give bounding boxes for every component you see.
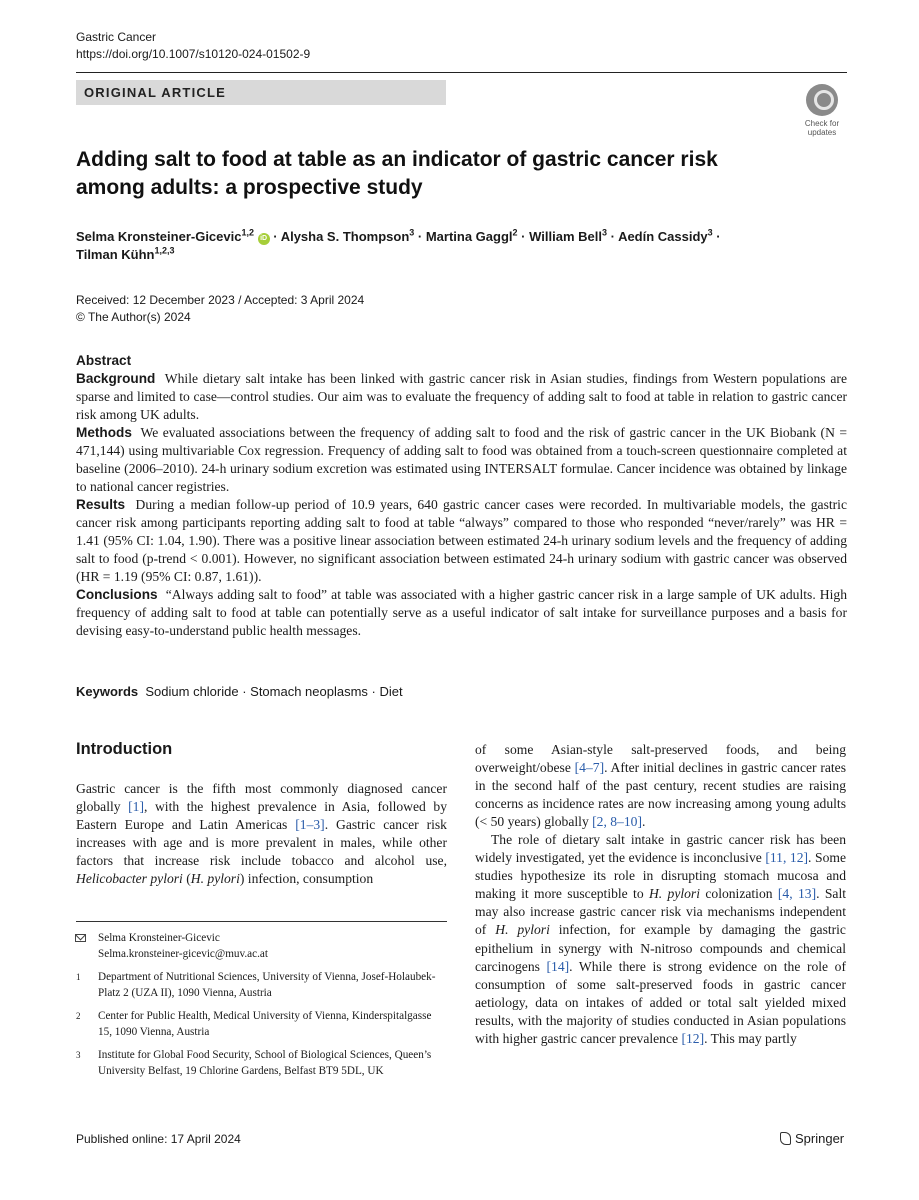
article-title: Adding salt to food at table as an indicator of gastric cancer risk among adults: a prospective study bbox=[76, 148, 718, 199]
correspondence bbox=[76, 931, 447, 962]
author-name[interactable]: Selma Kronsteiner-Gicevic bbox=[76, 229, 242, 244]
background-label: Background bbox=[76, 371, 156, 386]
check-updates-label-2: updates bbox=[807, 128, 837, 137]
author-affiliation: 1,2 bbox=[241, 227, 254, 238]
right-column bbox=[475, 741, 846, 1048]
citation-link[interactable]: [2, 8–10] bbox=[592, 814, 642, 830]
conclusions-text: “Always adding salt to food” at table was associated with a higher gastric cancer risk in a large sample of UK adults. High frequency of adding salt to food at table can potentially serve as a useful indicator of salt intake for surveillance purposes and a basis for devising easy-to-understand public health messages. bbox=[76, 587, 847, 638]
citation-link[interactable]: [14] bbox=[546, 958, 570, 974]
keywords-text: Sodium chloride · Stomach neoplasms · Diet bbox=[145, 684, 403, 699]
introduction-heading: Introduction bbox=[76, 740, 173, 758]
author-affiliation: 1,2,3 bbox=[154, 245, 175, 256]
check-for-updates-button[interactable] bbox=[797, 84, 847, 137]
author-affiliation: 3 bbox=[601, 227, 607, 238]
author-name[interactable]: Martina Gaggl bbox=[425, 229, 513, 244]
contact-name: Selma Kronsteiner-Gicevic bbox=[98, 932, 220, 944]
copyright: © The Author(s) 2024 bbox=[76, 310, 191, 324]
article-dates bbox=[76, 292, 364, 326]
received-accepted: Received: 12 December 2023 / Accepted: 3 April 2024 bbox=[76, 293, 365, 307]
citation-link[interactable]: [1–3] bbox=[295, 817, 325, 833]
affiliation-2 bbox=[76, 1009, 447, 1040]
abstract-heading: Abstract bbox=[76, 353, 132, 368]
article-type-banner: ORIGINAL ARTICLE bbox=[76, 80, 446, 105]
abstract-results bbox=[76, 496, 847, 586]
keywords bbox=[76, 683, 403, 701]
header-divider bbox=[76, 72, 847, 73]
author-name[interactable]: Aedín Cassidy bbox=[618, 229, 708, 244]
conclusions-label: Conclusions bbox=[76, 587, 158, 602]
background-text: While dietary salt intake has been linked with gastric cancer risk in Asian studies, findings from Western populations are sparse and limited to case—control studies. Our aim was to evaluate the frequency of adding salt to food at table in relation to gastric cancer risk among UK adults. bbox=[76, 371, 847, 422]
abstract-methods bbox=[76, 424, 847, 496]
affiliation-number: 2 bbox=[76, 1011, 81, 1021]
intro-paragraph: Gastric cancer is the fifth most commonly diagnosed cancer globally [1], with the highest prevalence in Asia, followed by Eastern Europe and Latin Americas [1–3]. Gastric cancer risk increases with age and is more prevalent in males, while other factors that increase risk include tobacco and alcohol use, Helicobacter pylori (H. pylori) infection, consumption bbox=[76, 781, 448, 887]
keywords-label: Keywords bbox=[76, 684, 139, 699]
abstract bbox=[76, 352, 847, 640]
author-list: Selma Kronsteiner-Gicevic$^{1,2}$ iD · Alysha S. Thompson$^3$ · Martina Gaggl$^2$ · William Bell$^3$ · Aedín Cassidy$^3$ · Tilman Kühn$^{1,2,3}$ bbox=[76, 227, 721, 262]
doi-link[interactable]: https://doi.org/10.1007/s10120-024-01502-9 bbox=[76, 47, 311, 61]
results-text: During a median follow-up period of 10.9 years, 640 gastric cancer cases were recorded. In multivariable models, the gastric cancer risk among participants reporting adding salt to food at table “always” compared to those who responded “never/rarely” was HR = 1.41 (95% CI: 1.04, 1.90). There was a positive linear association between estimated 24-h urinary sodium levels and the frequency of adding salt to food (p-trend < 0.001). However, no significant association between estimated 24-h urinary sodium with gastric cancer was observed (HR = 1.19 (95% CI: 0.87, 1.61)). bbox=[76, 497, 847, 584]
affiliation-1 bbox=[76, 970, 447, 1001]
intro-paragraph: of some Asian-style salt-preserved foods, and being overweight/obese [4–7]. After initial declines in gastric cancer rates in the second half of the past century, recent studies are raising concerns as incidence rates are now increasing among young adults (< 50 years) globally [2, 8–10]. bbox=[475, 742, 846, 830]
citation-link[interactable]: [12] bbox=[681, 1030, 705, 1046]
affiliation-text: Department of Nutritional Sciences, University of Vienna, Josef-Holaubek-Platz 2 (UZA II), 1090 Vienna, Austria bbox=[98, 971, 436, 999]
footnote-divider bbox=[76, 921, 447, 922]
citation-link[interactable]: [4, 13] bbox=[777, 886, 817, 902]
orcid-icon[interactable]: iD bbox=[258, 233, 270, 245]
intro-paragraph: The role of dietary salt intake in gastric cancer risk has been widely investigated, yet the evidence is inconclusive [11, 12]. Some studies hypothesize its role in disrupting stomach mucosa and making it more susceptible to H. pylori colonization [4, 13]. Salt may also increase gastric cancer risk via mechanisms independent of H. pylori infection, for example by damaging the gastric epithelium in synergy with N-nitroso compounds and chemical carcinogens [14]. While there is strong evidence on the role of consumption of some salt-preserved foods in gastric cancer aetiology, data on intakes of added or total salt yielded mixed results, with the majority of studies conducted in Asian populations with higher gastric cancer prevalence [12]. This may partly bbox=[475, 832, 847, 1046]
journal-name: Gastric Cancer bbox=[76, 30, 157, 44]
affiliation-3 bbox=[76, 1048, 447, 1079]
envelope-icon bbox=[75, 934, 86, 942]
author-affiliation: 2 bbox=[512, 227, 518, 238]
methods-text: We evaluated associations between the frequency of adding salt to food and the risk of gastric cancer in the UK Biobank (N = 471,144) using multivariable Cox regression. Frequency of adding salt to food was obtained from a touch-screen questionnaire completed at baseline (2006–2010). 24-h urinary sodium excretion was estimated using INTERSALT formulae. Cancer incidence was obtained by linkage to national cancer registries. bbox=[76, 425, 847, 494]
contact-email[interactable]: Selma.kronsteiner-gicevic@muv.ac.at bbox=[98, 947, 268, 960]
springer-horse-icon bbox=[780, 1132, 791, 1145]
author-affiliation: 3 bbox=[707, 227, 713, 238]
publisher-logo bbox=[780, 1131, 844, 1146]
affiliation-number: 3 bbox=[76, 1050, 81, 1060]
methods-label: Methods bbox=[76, 425, 132, 440]
left-column bbox=[76, 780, 447, 888]
abstract-background bbox=[76, 370, 847, 424]
citation-link[interactable]: [11, 12] bbox=[765, 850, 809, 866]
author-name[interactable]: Tilman Kühn bbox=[76, 247, 155, 262]
citation-link[interactable]: [1] bbox=[128, 799, 144, 815]
affiliation-text: Institute for Global Food Security, School of Biological Sciences, Queen’s University Belfast, 19 Chlorine Gardens, Belfast BT9 5DL, UK bbox=[98, 1049, 432, 1077]
affiliation-text: Center for Public Health, Medical University of Vienna, Kinderspitalgasse 15, 1090 Vienna, Austria bbox=[98, 1010, 432, 1038]
check-updates-icon bbox=[806, 84, 838, 116]
author-affiliation: 3 bbox=[409, 227, 415, 238]
citation-link[interactable]: [4–7] bbox=[574, 760, 605, 776]
author-name[interactable]: William Bell bbox=[529, 229, 602, 244]
check-updates-label-1: Check for bbox=[804, 119, 840, 128]
published-date: Published online: 17 April 2024 bbox=[76, 1132, 241, 1146]
affiliation-number: 1 bbox=[76, 972, 81, 982]
results-label: Results bbox=[76, 497, 126, 512]
abstract-conclusions bbox=[76, 586, 847, 640]
publisher-name: Springer bbox=[795, 1131, 845, 1146]
journal-header bbox=[76, 29, 310, 63]
author-name[interactable]: Alysha S. Thompson bbox=[280, 229, 410, 244]
footnotes bbox=[76, 931, 447, 1087]
